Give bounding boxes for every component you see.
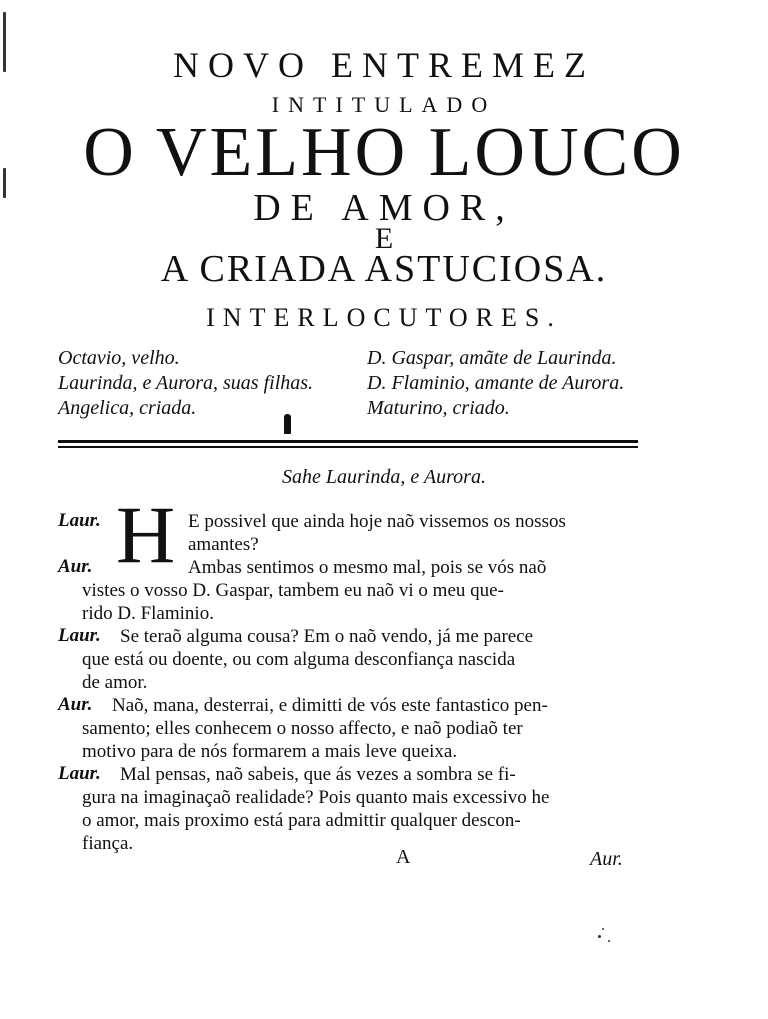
dialogue-line: Ambas sentimos o mesmo mal, pois se vós naõ bbox=[188, 557, 547, 578]
dialogue-line: samento; elles conhecem o nosso affecto, e naõ podiaõ ter bbox=[82, 718, 523, 739]
divider-rule bbox=[58, 440, 638, 443]
dialogue-line: amantes? bbox=[188, 534, 259, 555]
speck bbox=[608, 940, 610, 942]
edge-mark bbox=[3, 168, 6, 198]
dialogue-line: motivo para de nós formarem a mais leve queixa. bbox=[82, 741, 458, 762]
cast-entry: Laurinda, e Aurora, suas filhas. bbox=[58, 372, 314, 394]
speaker-label: Laur. bbox=[58, 763, 101, 784]
ink-mark bbox=[284, 414, 291, 434]
cast-entry: D. Gaspar, amãte de Laurinda. bbox=[367, 347, 617, 369]
dialogue-line: Naõ, mana, desterrai, e dimitti de vós este fantastico pen- bbox=[112, 695, 548, 716]
title-line-2: INTITULADO bbox=[271, 92, 497, 117]
dialogue-line: fiança. bbox=[82, 833, 134, 854]
divider-rule bbox=[58, 446, 638, 448]
dialogue-line: rido D. Flaminio. bbox=[82, 603, 214, 624]
cast-entry: Maturino, criado. bbox=[367, 397, 510, 419]
signature-mark: A bbox=[396, 846, 411, 868]
edge-mark bbox=[3, 12, 6, 72]
speck bbox=[598, 935, 601, 938]
scene-direction: Sahe Laurinda, e Aurora. bbox=[282, 466, 486, 488]
dialogue-line: vistes o vosso D. Gaspar, tambem eu naõ vi o meu que- bbox=[82, 580, 504, 601]
cast-entry: D. Flaminio, amante de Aurora. bbox=[367, 372, 625, 394]
dialogue-line: Mal pensas, naõ sabeis, que ás vezes a sombra se fi- bbox=[120, 764, 516, 785]
dialogue-line: E possivel que ainda hoje naõ vissemos os nossos bbox=[188, 511, 566, 532]
title-main: O VELHO LOUCO bbox=[83, 114, 685, 191]
dialogue-line: gura na imaginaçaõ realidade? Pois quanto mais excessivo he bbox=[82, 787, 550, 808]
speaker-label: Laur. bbox=[58, 625, 101, 646]
title-subtitle: A CRIADA ASTUCIOSA. bbox=[160, 248, 608, 290]
cast-entry: Octavio, velho. bbox=[58, 347, 180, 369]
dialogue-line: de amor. bbox=[82, 672, 148, 693]
speaker-label: Aur. bbox=[58, 556, 93, 577]
speaker-label: Aur. bbox=[58, 694, 93, 715]
title-line-1: NOVO ENTREMEZ bbox=[173, 45, 595, 85]
title-line-5: E bbox=[374, 222, 394, 255]
cast-list-right bbox=[367, 346, 624, 421]
catchword: Aur. bbox=[590, 848, 623, 870]
dialogue-line: o amor, mais proximo está para admittir qualquer descon- bbox=[82, 810, 521, 831]
title-line-4: DE AMOR, bbox=[253, 187, 515, 229]
cast-entry: Angelica, criada. bbox=[58, 397, 197, 419]
speaker-label: Laur. bbox=[58, 510, 101, 531]
cast-heading: INTERLOCUTORES. bbox=[206, 303, 562, 332]
dialogue-line: Se teraõ alguma cousa? Em o naõ vendo, já me parece bbox=[120, 626, 534, 647]
dialogue-line: que está ou doente, ou com alguma desconfiança nascida bbox=[82, 649, 516, 670]
speck bbox=[602, 928, 604, 930]
drop-cap: H bbox=[116, 489, 176, 580]
cast-list-left bbox=[58, 346, 313, 421]
